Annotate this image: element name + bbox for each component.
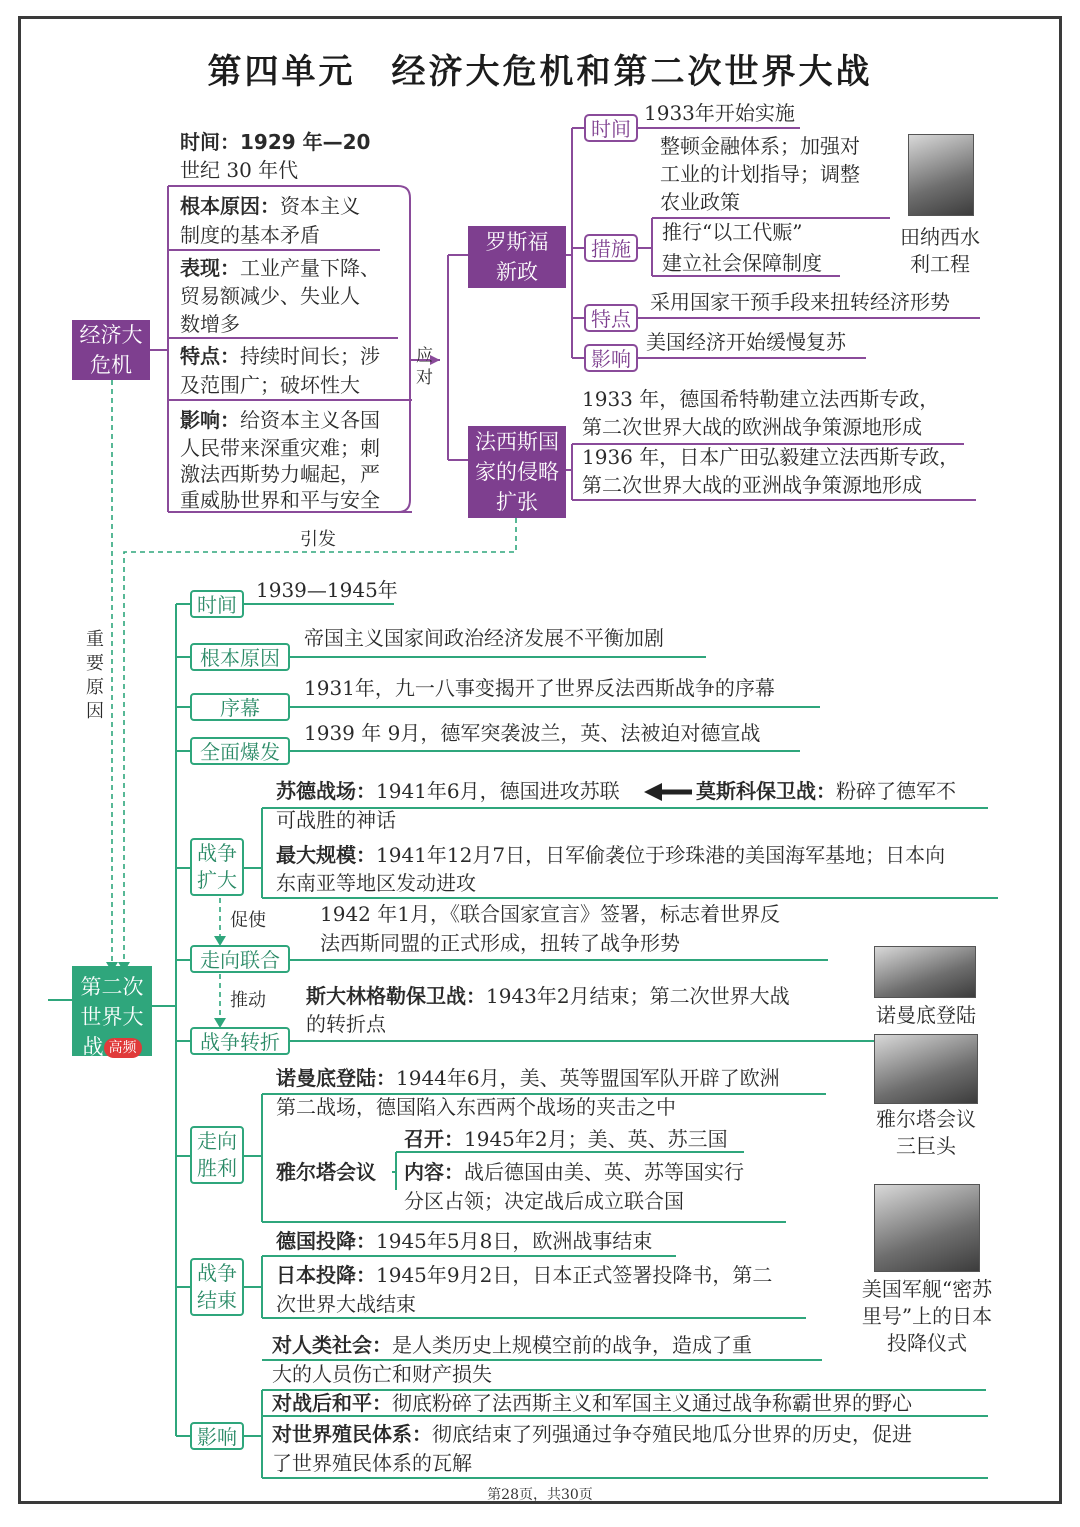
node-world-war-2: 第二次 世界大 战 高频 xyxy=(72,966,152,1056)
crisis-feature-2: 及范围广；破坏性大 xyxy=(180,373,360,397)
normandy-caption: 诺曼底登陆 xyxy=(876,1003,976,1027)
tag-ww2-expand: 战争 扩大 xyxy=(190,838,244,896)
arrow-left-icon xyxy=(644,783,692,801)
germany-surrender: 德国投降：1945年5月8日，欧洲战事结束 xyxy=(276,1229,653,1253)
missouri-caption: 美国军舰“密苏 里号”上的日本 投降仪式 xyxy=(861,1277,993,1355)
tag-newdeal-impact: 影响 xyxy=(584,344,638,372)
tag-ww2-victory: 走向 胜利 xyxy=(190,1126,244,1184)
crisis-impact-3: 激法西斯势力崛起，严 xyxy=(180,462,380,486)
tennessee-caption: 田纳西水 利工程 xyxy=(900,225,980,276)
respond-label: 应 对 xyxy=(416,346,433,388)
newdeal-time: 1933年开始实施 xyxy=(644,101,795,125)
moscow-defense: 莫斯科保卫战：粉碎了德军不 xyxy=(696,779,956,803)
soviet-german-front: 苏德战场：1941年6月，德国进攻苏联 xyxy=(276,779,620,803)
tag-ww2-time: 时间 xyxy=(190,590,244,618)
crisis-impact: 影响：给资本主义各国 xyxy=(180,408,380,432)
crisis-show: 表现：工业产量下降、 xyxy=(180,256,380,280)
tag-newdeal-feature: 特点 xyxy=(584,304,638,332)
crisis-feature: 特点：持续时间长；涉 xyxy=(180,344,380,368)
measure-2: 工业的计划指导；调整 xyxy=(660,162,860,186)
node-fascist-expansion: 法西斯国 家的侵略 扩张 xyxy=(468,426,566,518)
newdeal-feature: 采用国家干预手段来扭转经济形势 xyxy=(650,290,950,314)
ww2-outbreak: 1939 年 9月，德军突袭波兰，英、法被迫对德宣战 xyxy=(304,721,761,745)
normandy: 诺曼底登陆：1944年6月，美、英等盟国军队开辟了欧洲 xyxy=(276,1066,780,1090)
crisis-time: 时间：1929 年—20 xyxy=(180,130,371,154)
measure-3: 农业政策 xyxy=(660,190,740,214)
moscow-defense-2: 可战胜的神话 xyxy=(276,808,396,832)
impact-society: 对人类社会：是人类历史上规模空前的战争，造成了重 xyxy=(272,1333,752,1357)
pearl-harbor: 最大规模：1941年12月7日，日军偷袭位于珍珠港的美国海军基地；日本向 xyxy=(276,843,946,867)
node-new-deal: 罗斯福 新政 xyxy=(468,226,566,288)
tag-ww2-cause: 根本原因 xyxy=(190,643,290,671)
germany-fascism: 1933 年，德国希特勒建立法西斯专政， xyxy=(582,387,940,411)
promote-label: 促使 xyxy=(230,910,266,931)
japan-surrender-2: 次世界大战结束 xyxy=(276,1292,416,1316)
stalingrad-2: 的转折点 xyxy=(306,1012,386,1036)
trigger-label: 引发 xyxy=(300,529,336,550)
crisis-cause-2: 制度的基本矛盾 xyxy=(180,223,320,247)
measure-4: 推行“以工代赈” xyxy=(662,220,803,244)
tag-ww2-end: 战争 结束 xyxy=(190,1258,244,1316)
yalta-content-2: 分区占领；决定战后成立联合国 xyxy=(404,1189,684,1213)
measure-1: 整顿金融体系；加强对 xyxy=(660,134,860,158)
important-cause-label: 重 要 原 因 xyxy=(86,629,104,722)
ww2-prelude: 1931年，九一八事变揭开了世界反法西斯战争的序幕 xyxy=(304,676,775,700)
tag-newdeal-time: 时间 xyxy=(584,114,638,142)
tennessee-dam-photo xyxy=(908,134,974,216)
pearl-harbor-2: 东南亚等地区发动进攻 xyxy=(276,871,476,895)
push-label: 推动 xyxy=(230,990,266,1011)
high-frequency-badge: 高频 xyxy=(104,1038,142,1058)
impact-peace: 对战后和平：彻底粉碎了法西斯主义和军国主义通过战争称霸世界的野心 xyxy=(272,1391,912,1415)
yalta-convene: 召开：1945年2月；美、英、苏三国 xyxy=(404,1127,728,1151)
crisis-show-3: 数增多 xyxy=(180,312,240,336)
impact-colonial: 对世界殖民体系：彻底结束了列强通过争夺殖民地瓜分世界的历史，促进 xyxy=(272,1422,912,1446)
impact-society-2: 大的人员伤亡和财产损失 xyxy=(272,1362,492,1386)
ww2-time: 1939—1945年 xyxy=(256,578,398,602)
measure-5: 建立社会保障制度 xyxy=(662,251,822,275)
tag-ww2-prelude: 序幕 xyxy=(190,693,290,721)
crisis-impact-4: 重威胁世界和平与安全 xyxy=(180,488,380,512)
page-number: 第28页，共30页 xyxy=(487,1487,593,1503)
normandy-2: 第二战场，德国陷入东西两个战场的夹击之中 xyxy=(276,1095,676,1119)
crisis-show-2: 贸易额减少、失业人 xyxy=(180,284,360,308)
yalta-content: 内容：战后德国由美、英、苏等国实行 xyxy=(404,1160,744,1184)
crisis-impact-2: 人民带来深重灾难；刺 xyxy=(180,436,380,460)
tag-ww2-turning: 战争转折 xyxy=(190,1027,290,1055)
tag-newdeal-measures: 措施 xyxy=(584,234,638,262)
ww2-cause: 帝国主义国家间政治经济发展不平衡加剧 xyxy=(304,626,664,650)
unit-label: 第四单元 xyxy=(207,52,356,92)
newdeal-impact: 美国经济开始缓慢复苏 xyxy=(646,330,846,354)
crisis-cause: 根本原因：资本主义 xyxy=(180,194,360,218)
stalingrad: 斯大林格勒保卫战：1943年2月结束；第二次世界大战 xyxy=(306,984,790,1008)
ww2-unite-2: 法西斯同盟的正式形成，扭转了战争形势 xyxy=(320,931,680,955)
tag-ww2-impact: 影响 xyxy=(190,1422,244,1450)
yalta-caption: 雅尔塔会议 三巨头 xyxy=(876,1107,976,1158)
impact-colonial-2: 了世界殖民体系的瓦解 xyxy=(272,1451,472,1475)
tag-ww2-unite: 走向联合 xyxy=(190,945,290,973)
yalta-photo xyxy=(874,1034,978,1104)
missouri-photo xyxy=(874,1184,980,1272)
yalta-conference: 雅尔塔会议 xyxy=(276,1160,376,1184)
normandy-photo xyxy=(874,946,976,998)
crisis-time-2: 世纪 30 年代 xyxy=(180,158,299,182)
ww2-unite: 1942 年1月，《联合国家宣言》签署，标志着世界反 xyxy=(320,902,780,926)
tag-ww2-outbreak: 全面爆发 xyxy=(190,737,290,765)
germany-fascism-2: 第二次世界大战的欧洲战争策源地形成 xyxy=(582,415,922,439)
japan-fascism: 1936 年，日本广田弘毅建立法西斯专政， xyxy=(582,445,960,469)
japan-surrender: 日本投降：1945年9月2日，日本正式签署投降书，第二 xyxy=(276,1263,773,1287)
japan-fascism-2: 第二次世界大战的亚洲战争策源地形成 xyxy=(582,473,922,497)
unit-name: 经济大危机和第二次世界大战 xyxy=(391,52,873,92)
node-economic-crisis: 经济大 危机 xyxy=(72,320,150,380)
